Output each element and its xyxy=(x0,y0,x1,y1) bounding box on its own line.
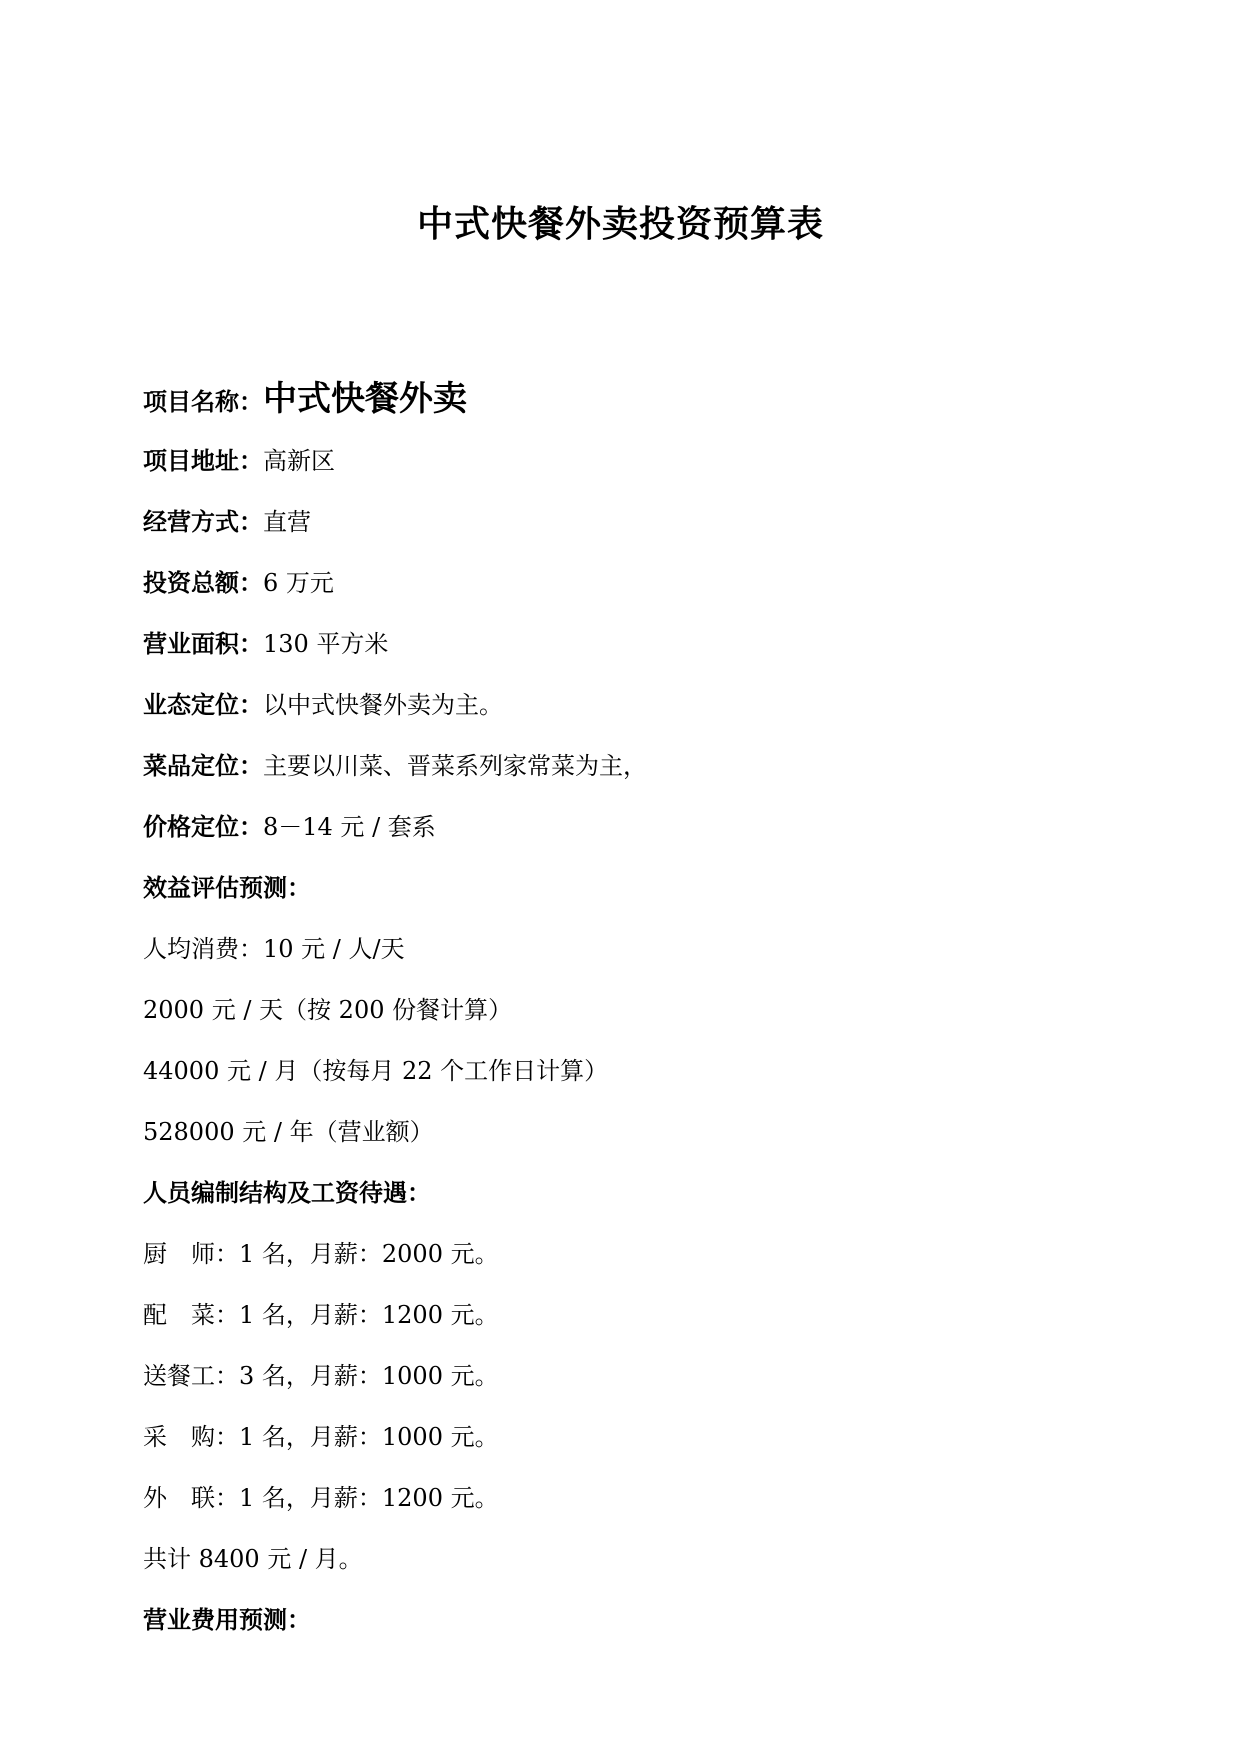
field-project-address xyxy=(143,449,335,473)
field-value: 中式快餐外卖 xyxy=(263,379,467,419)
field-value: 130 平方米 xyxy=(263,630,389,658)
field-value: 以中式快餐外卖为主。 xyxy=(263,691,503,719)
field-business-positioning xyxy=(143,693,503,717)
field-label: 价格定位： xyxy=(143,813,263,841)
benefit-line: 44000 元 / 月（按每月 22 个工作日计算） xyxy=(143,1057,609,1085)
field-project-name xyxy=(143,379,467,419)
field-total-investment xyxy=(143,571,334,595)
field-menu-positioning xyxy=(143,754,647,778)
benefit-line: 528000 元 / 年（营业额） xyxy=(143,1118,434,1146)
staff-line: 采 购：1 名，月薪：1000 元。 xyxy=(143,1423,499,1451)
field-label: 营业面积： xyxy=(143,630,263,658)
field-value: 6 万元 xyxy=(263,569,334,597)
field-label: 经营方式： xyxy=(143,508,263,536)
staff-line: 外 联：1 名，月薪：1200 元。 xyxy=(143,1484,499,1512)
field-price-positioning xyxy=(143,815,436,839)
field-value: 8－14 元 / 套系 xyxy=(263,813,436,841)
field-value: 高新区 xyxy=(263,447,335,475)
staff-line: 厨 师：1 名，月薪：2000 元。 xyxy=(143,1240,499,1268)
field-operation-mode xyxy=(143,510,311,534)
expense-heading: 营业费用预测： xyxy=(143,1606,311,1634)
field-label: 项目地址： xyxy=(143,447,263,475)
field-value: 主要以川菜、晋菜系列家常菜为主， xyxy=(263,752,647,780)
staff-line: 送餐工：3 名，月薪：1000 元。 xyxy=(143,1362,499,1390)
benefit-heading: 效益评估预测： xyxy=(143,874,311,902)
field-value: 直营 xyxy=(263,508,311,536)
field-label: 业态定位： xyxy=(143,691,263,719)
field-label: 菜品定位： xyxy=(143,752,263,780)
benefit-line: 2000 元 / 天（按 200 份餐计算） xyxy=(143,996,513,1024)
staff-line: 配 菜：1 名，月薪：1200 元。 xyxy=(143,1301,499,1329)
staff-total: 共计 8400 元 / 月。 xyxy=(143,1545,363,1573)
document-title: 中式快餐外卖投资预算表 xyxy=(416,204,824,245)
field-business-area xyxy=(143,632,388,656)
benefit-line: 人均消费：10 元 / 人/天 xyxy=(143,935,405,963)
staff-heading: 人员编制结构及工资待遇： xyxy=(143,1179,431,1207)
field-label: 投资总额： xyxy=(143,569,263,597)
field-label: 项目名称： xyxy=(143,388,263,416)
